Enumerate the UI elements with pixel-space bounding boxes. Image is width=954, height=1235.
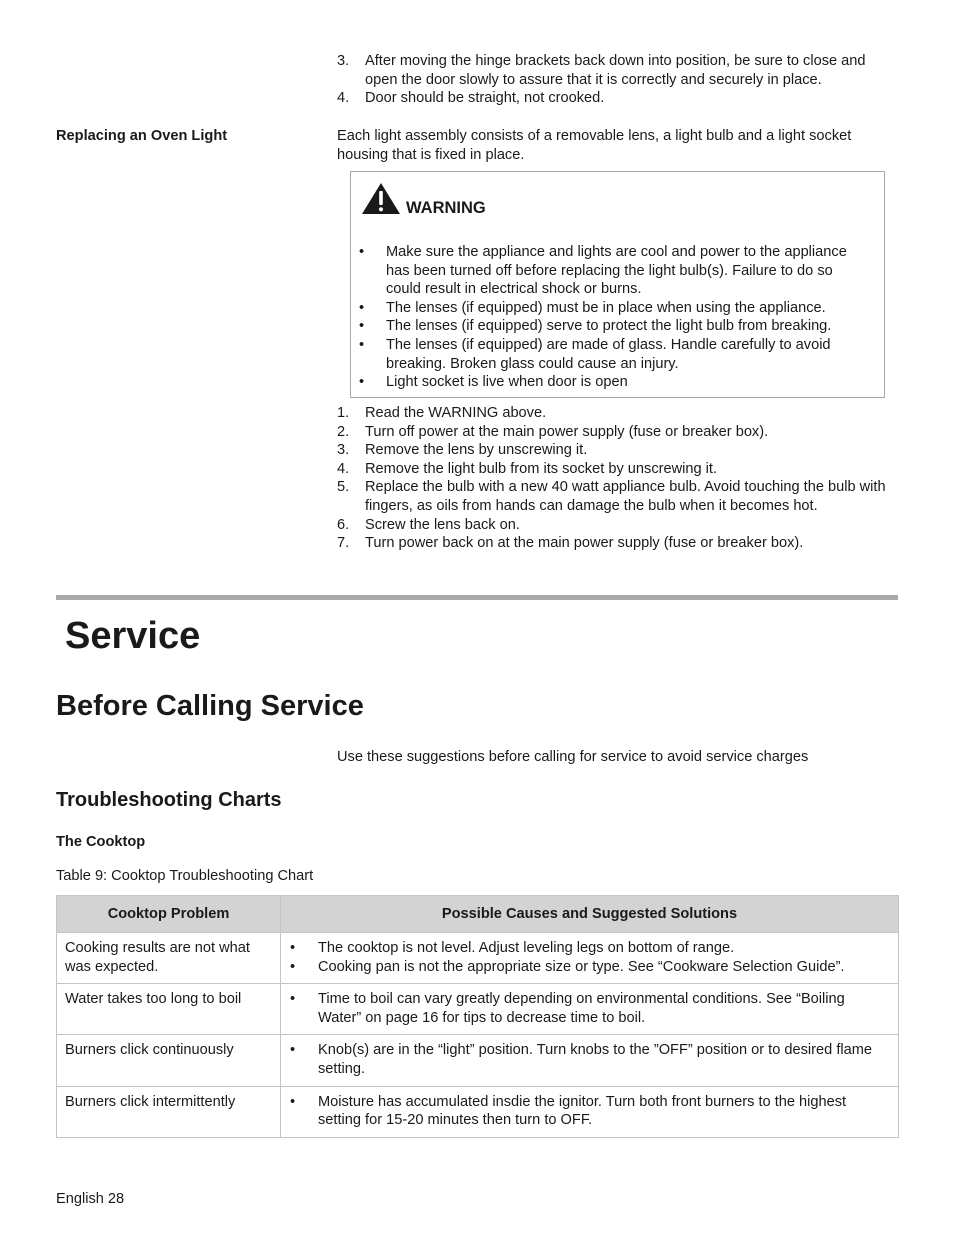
oven-light-steps-list xyxy=(337,404,897,553)
oven-light-step: 3. Remove the lens by unscrewing it. xyxy=(337,442,588,459)
table-row xyxy=(57,984,899,1035)
warning-bullet: • The lenses (if equipped) must be in place when using the appliance. xyxy=(359,299,826,316)
oven-light-step: 2. Turn off power at the main power supply (fuse or breaker box). xyxy=(337,423,769,440)
before-calling-heading: Before Calling Service xyxy=(56,690,364,722)
table-row xyxy=(57,1035,899,1086)
table-row xyxy=(57,933,899,984)
warning-title: WARNING xyxy=(406,199,486,217)
solutions-cell xyxy=(281,984,899,1035)
warning-bullet: • Light socket is live when door is open xyxy=(359,374,628,391)
warning-bullet: • The lenses (if equipped) are made of glass. Handle carefully to avoid breaking. Broken glass could cause an injury. xyxy=(359,336,831,372)
warning-bullet-list xyxy=(359,243,871,392)
solution-bullet: • Time to boil can vary greatly depending on environmental conditions. See “Boiling Water” on page 16 for tips to decrease time to boil. xyxy=(290,991,845,1026)
problem-cell: Burners click continuously xyxy=(57,1035,281,1086)
oven-light-step: 7. Turn power back on at the main power supply (fuse or breaker box). xyxy=(337,535,804,552)
oven-light-step: 1. Read the WARNING above. xyxy=(337,405,547,421)
oven-light-step: 5. Replace the bulb with a new 40 watt appliance bulb. Avoid touching the bulb with fingers, as oils from hands can damage the bulb when it becomes hot. xyxy=(337,479,886,514)
problem-cell: Burners click intermittently xyxy=(57,1086,281,1137)
table-caption: Table 9: Cooktop Troubleshooting Chart xyxy=(56,868,314,884)
oven-light-step: 4. Remove the light bulb from its socket by unscrewing it. xyxy=(337,460,718,477)
solutions-cell xyxy=(281,1035,899,1086)
solution-bullet: • The cooktop is not level. Adjust leveling legs on bottom of range. xyxy=(290,940,735,956)
oven-light-step: 6. Screw the lens back on. xyxy=(337,516,520,533)
cooktop-heading: The Cooktop xyxy=(56,834,146,850)
service-title: Service xyxy=(65,615,201,657)
warning-bullet: • Make sure the appliance and lights are cool and power to the appliance has been turned off before replacing the light bulb(s). Failure to do so could result in electrical shock or burns. xyxy=(359,244,847,298)
table-row xyxy=(57,1086,899,1137)
column-header-solutions: Possible Causes and Suggested Solutions xyxy=(281,896,899,933)
problem-cell: Cooking results are not what was expected. xyxy=(57,933,281,984)
before-calling-intro: Use these suggestions before calling for service to avoid service charges xyxy=(337,749,809,765)
page-footer: English 28 xyxy=(56,1191,125,1207)
oven-light-heading: Replacing an Oven Light xyxy=(56,128,228,144)
cooktop-troubleshooting-table xyxy=(56,895,899,1138)
problem-cell: Water takes too long to boil xyxy=(57,984,281,1035)
solution-bullet: • Knob(s) are in the “light” position. Turn knobs to the ”OFF” position or to desired flame setting. xyxy=(290,1042,873,1077)
door-steps-list xyxy=(337,52,897,108)
troubleshooting-heading: Troubleshooting Charts xyxy=(56,789,282,811)
solutions-cell xyxy=(281,933,899,984)
column-header-problem: Cooktop Problem xyxy=(57,896,281,933)
solutions-cell xyxy=(281,1086,899,1137)
warning-triangle-icon xyxy=(361,182,401,215)
section-divider xyxy=(56,595,898,600)
solution-bullet: • Moisture has accumulated insdie the ignitor. Turn both front burners to the highest setting for 15-20 minutes then turn to OFF. xyxy=(290,1093,847,1129)
solution-bullet: • Cooking pan is not the appropriate size or type. See “Cookware Selection Guide”. xyxy=(290,958,845,975)
door-step-3: 3. After moving the hinge brackets back down into position, be sure to close and open the door slowly to assure that it is correctly and securely in place. xyxy=(337,53,866,88)
door-step-4: 4. Door should be straight, not crooked. xyxy=(337,90,605,107)
warning-box xyxy=(350,171,885,398)
table-header-row xyxy=(57,896,899,933)
warning-bullet: • The lenses (if equipped) serve to protect the light bulb from breaking. xyxy=(359,318,832,335)
oven-light-intro: Each light assembly consists of a removable lens, a light bulb and a light socket housing that is fixed in place. xyxy=(337,128,852,163)
